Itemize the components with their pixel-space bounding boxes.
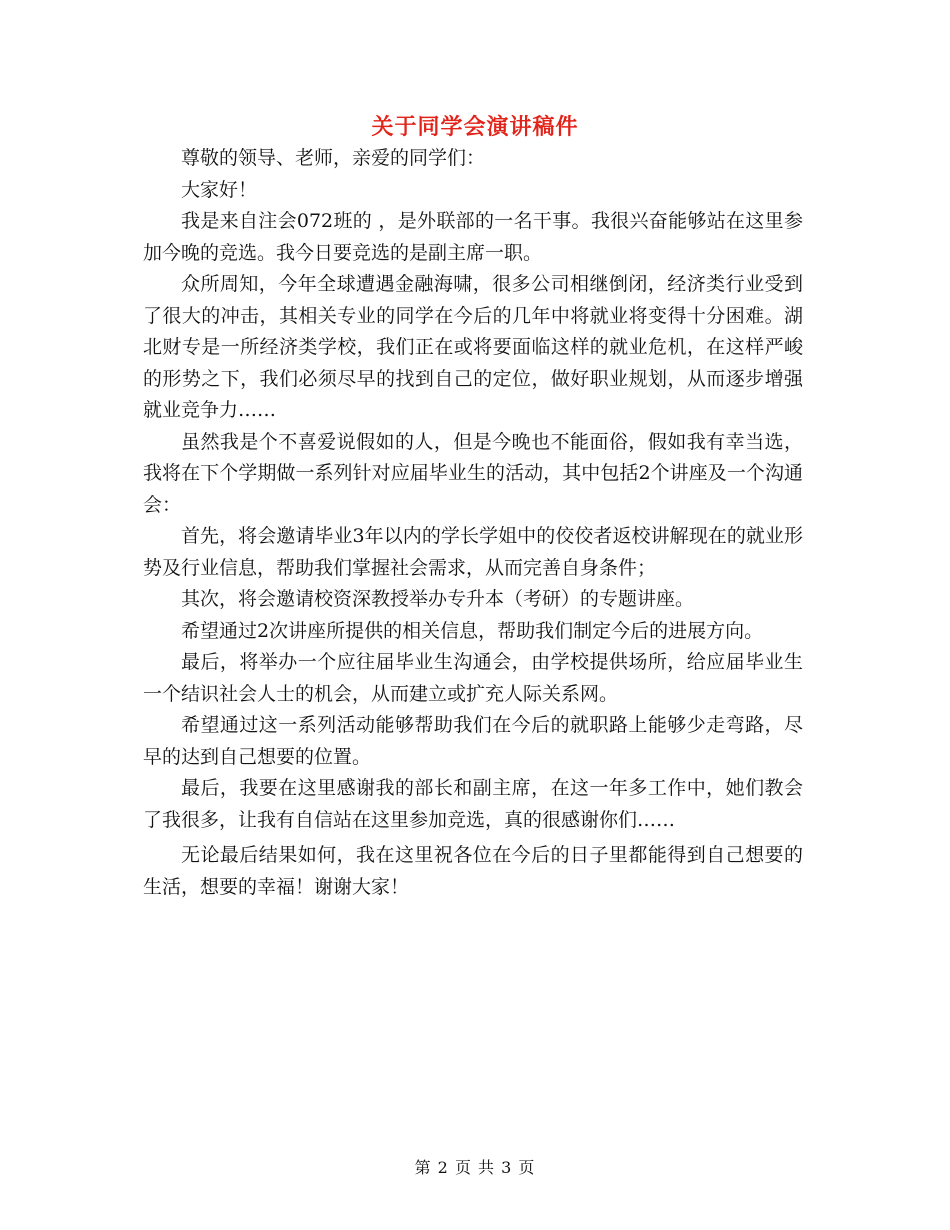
paragraph-plan: 虽然我是个不喜爱说假如的人，但是今晚也不能面俗，假如我有幸当选，我将在下个学期做一系列针对应届毕业生的活动，其中包括2个讲座及一个沟通会：	[143, 430, 803, 516]
paragraph-activities-hope: 希望通过这一系列活动能够帮助我们在今后的就职路上能够少走弯路，尽早的达到自己想要的位置。	[143, 714, 803, 768]
paragraph-background: 众所周知，今年全球遭遇金融海啸，很多公司相继倒闭，经济类行业受到了很大的冲击，其相关专业的同学在今后的几年中将就业将变得十分困难。湖北财专是一所经济类学校，我们正在或将要面临这样的就业危机，在这样严峻的形势之下，我们必须尽早的找到自己的定位，做好职业规划，从而逐步增强就业竞争力……	[143, 273, 803, 421]
paragraph-salutation: 尊敬的领导、老师，亲爱的同学们：	[181, 147, 486, 169]
paragraph-introduction: 我是来自注会072班的 ，是外联部的一名干事。我很兴奋能够站在这里参加今晚的竞选。我今日要竞选的是副主席一职。	[143, 210, 803, 264]
paragraph-closing: 无论最后结果如何，我在这里祝各位在今后的日子里都能得到自己想要的生活，想要的幸福！谢谢大家！	[143, 844, 803, 898]
document-body	[143, 143, 803, 903]
page-number-footer: 第 2 页 共 3 页	[414, 1158, 536, 1177]
document-title: 关于同学会演讲稿件	[371, 114, 579, 140]
paragraph-second-activity: 其次，将会邀请校资深教授举办专升本（考研）的专题讲座。	[181, 588, 695, 610]
paragraph-thanks: 最后，我要在这里感谢我的部长和副主席，在这一年多工作中，她们教会了我很多，让我有自信站在这里参加竞选，真的很感谢你们……	[143, 777, 803, 831]
paragraph-lecture-hope: 希望通过2次讲座所提供的相关信息，帮助我们制定今后的进展方向。	[181, 619, 764, 642]
paragraph-greeting: 大家好！	[181, 178, 258, 201]
paragraph-first-activity: 首先，将会邀请毕业3年以内的学长学姐中的佼佼者返校讲解现在的就业形势及行业信息，帮助我们掌握社会需求，从而完善自身条件；	[143, 525, 803, 579]
paragraph-final-activity: 最后，将举办一个应往届毕业生沟通会，由学校提供场所，给应届毕业生一个结识社会人士的机会，从而建立或扩充人际关系网。	[143, 651, 803, 705]
